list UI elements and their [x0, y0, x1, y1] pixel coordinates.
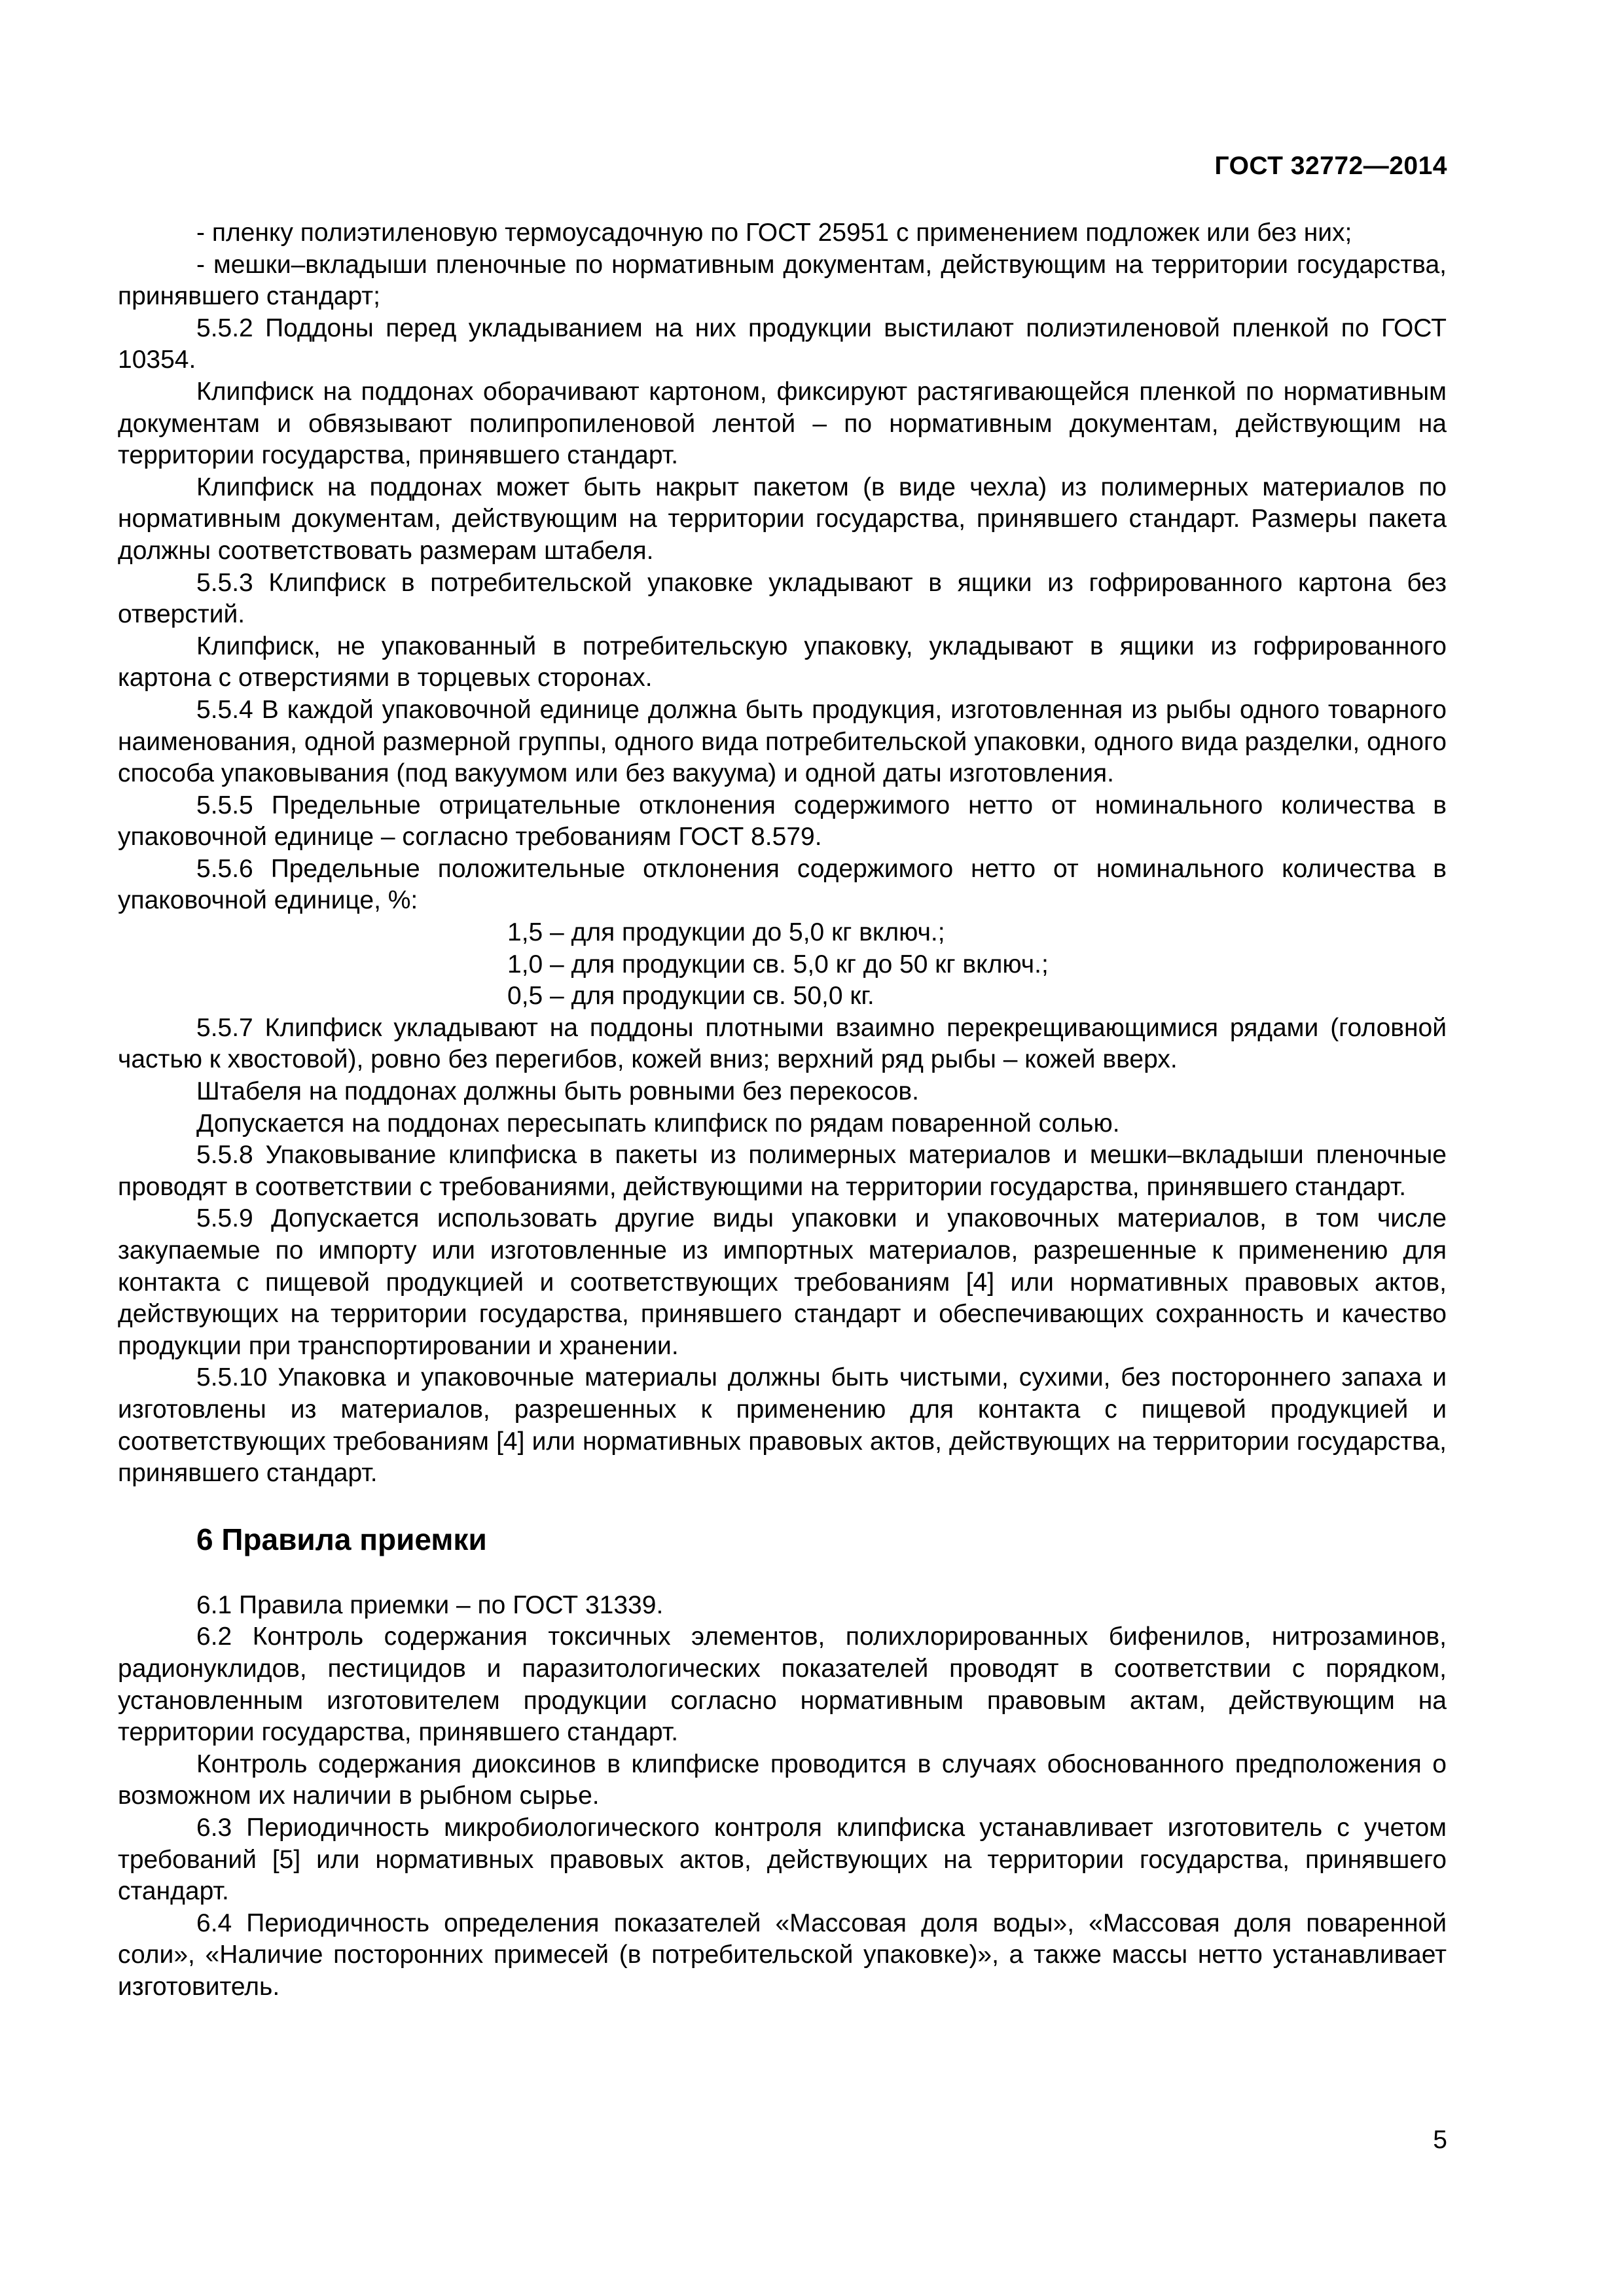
paragraph: 5.5.10 Упаковка и упаковочные материалы должны быть чистыми, сухими, без постороннего запаха и изготовлены из материалов, разрешенных к применению для контакта с пищевой продукцией и соответствующих требованиям [4] или нормативных правовых актов, действующих на территории государства, принявшего стандарт. — [118, 1363, 1447, 1488]
paragraph: 6.2 Контроль содержания токсичных элементов, полихлорированных бифенилов, нитрозаминов, радионуклидов, пестицидов и паразитологических показателей проводят в соответствии с порядком, установленным изготовителем продукции согласно нормативным правовым актам, действующим на территории государства, принявшего стандарт. — [118, 1623, 1447, 1747]
paragraph: Клипфиск на поддонах оборачивают картоном, фиксируют растягивающейся пленкой по нормативным документам и обвязывают полипропиленовой лентой – по нормативным документам, действующим на территории государства, принявшего стандарт. — [118, 377, 1447, 470]
paragraph: Допускается на поддонах пересыпать клипфиск по рядам поваренной солью. — [196, 1109, 1120, 1138]
document-body — [118, 217, 1447, 2003]
paragraph: 6.3 Периодичность микробиологического контроля клипфиска устанавливает изготовитель с учетом требований [5] или нормативных правовых актов, действующих на территории государства, принявшего стандарт. — [118, 1813, 1447, 1906]
paragraph: 5.5.4 В каждой упаковочной единице должна быть продукция, изготовленная из рыбы одного товарного наименования, одной размерной группы, одного вида потребительской упаковки, одного вида разделки, одного способа упаковывания (под вакуумом или без вакуума) и одной даты изготовления. — [118, 695, 1447, 788]
paragraph: - мешки–вкладыши пленочные по нормативным документам, действующим на территории государства, принявшего стандарт; — [118, 250, 1447, 311]
paragraph: 6.4 Периодичность определения показателей «Массовая доля воды», «Массовая доля поваренной соли», «Наличие посторонних примесей (в потребительской упаковке)», а также массы нетто устанавливает изготовитель. — [118, 1909, 1447, 2001]
paragraph: 5.5.5 Предельные отрицательные отклонения содержимого нетто от номинального количества в упаковочной единице – согласно требованиям ГОСТ 8.579. — [118, 791, 1447, 852]
page-header: ГОСТ 32772—2014 — [1214, 152, 1447, 180]
paragraph: Клипфиск на поддонах может быть накрыт пакетом (в виде чехла) из полимерных материалов по нормативным документам, действующим на территории государства, принявшего стандарт. Размеры пакета должны соответствовать размерам штабеля. — [118, 473, 1447, 565]
paragraph: 5.5.9 Допускается использовать другие виды упаковки и упаковочных материалов, в том числе закупаемые по импорту или изготовленные из импортных материалов, разрешенные к применению для контакта с пищевой продукцией и соответствующих требованиям [4] или нормативных правовых актов, действующих на территории государства, принявшего стандарт и обеспечивающих сохранность и качество продукции при транспортировании и хранении. — [118, 1204, 1447, 1360]
paragraph: - пленку полиэтиленовую термоусадочную по ГОСТ 25951 с применением подложек или без них; — [196, 219, 1352, 247]
paragraph: 5.5.2 Поддоны перед укладыванием на них продукции выстилают полиэтиленовой пленкой по ГОСТ 10354. — [118, 314, 1447, 374]
tolerance-list — [118, 917, 1447, 1013]
paragraph: 5.5.8 Упаковывание клипфиска в пакеты из полимерных материалов и мешки–вкладыши пленочные проводят в соответствии с требованиями, действующими на территории государства, принявшего стандарт. — [118, 1141, 1447, 1201]
section-heading: 6 Правила приемки — [196, 1522, 487, 1556]
paragraph: Клипфиск, не упакованный в потребительскую упаковку, укладывают в ящики из гофрированного картона с отверстиями в торцевых сторонах. — [118, 632, 1447, 692]
paragraph: 5.5.7 Клипфиск укладывают на поддоны плотными взаимно перекрещивающимися рядами (головной частью к хвостовой), ровно без перегибов, кожей вниз; верхний ряд рыбы – кожей вверх. — [118, 1013, 1447, 1074]
page-number: 5 — [1433, 2126, 1447, 2154]
paragraph: 5.5.3 Клипфиск в потребительской упаковке укладывают в ящики из гофрированного картона без отверстий. — [118, 568, 1447, 629]
tolerance-item: 1,5 – для продукции до 5,0 кг включ.; — [507, 918, 945, 947]
tolerance-item: 0,5 – для продукции св. 50,0 кг. — [507, 982, 875, 1011]
tolerance-item: 1,0 – для продукции св. 5,0 кг до 50 кг включ.; — [507, 950, 1049, 978]
paragraph: Контроль содержания диоксинов в клипфиске проводится в случаях обоснованного предположения о возможном их наличии в рыбном сырье. — [118, 1749, 1447, 1810]
paragraph: Штабеля на поддонах должны быть ровными без перекосов. — [196, 1077, 919, 1106]
paragraph: 5.5.6 Предельные положительные отклонения содержимого нетто от номинального количества в упаковочной единице, %: — [118, 854, 1447, 915]
paragraph: 6.1 Правила приемки – по ГОСТ 31339. — [196, 1590, 664, 1619]
